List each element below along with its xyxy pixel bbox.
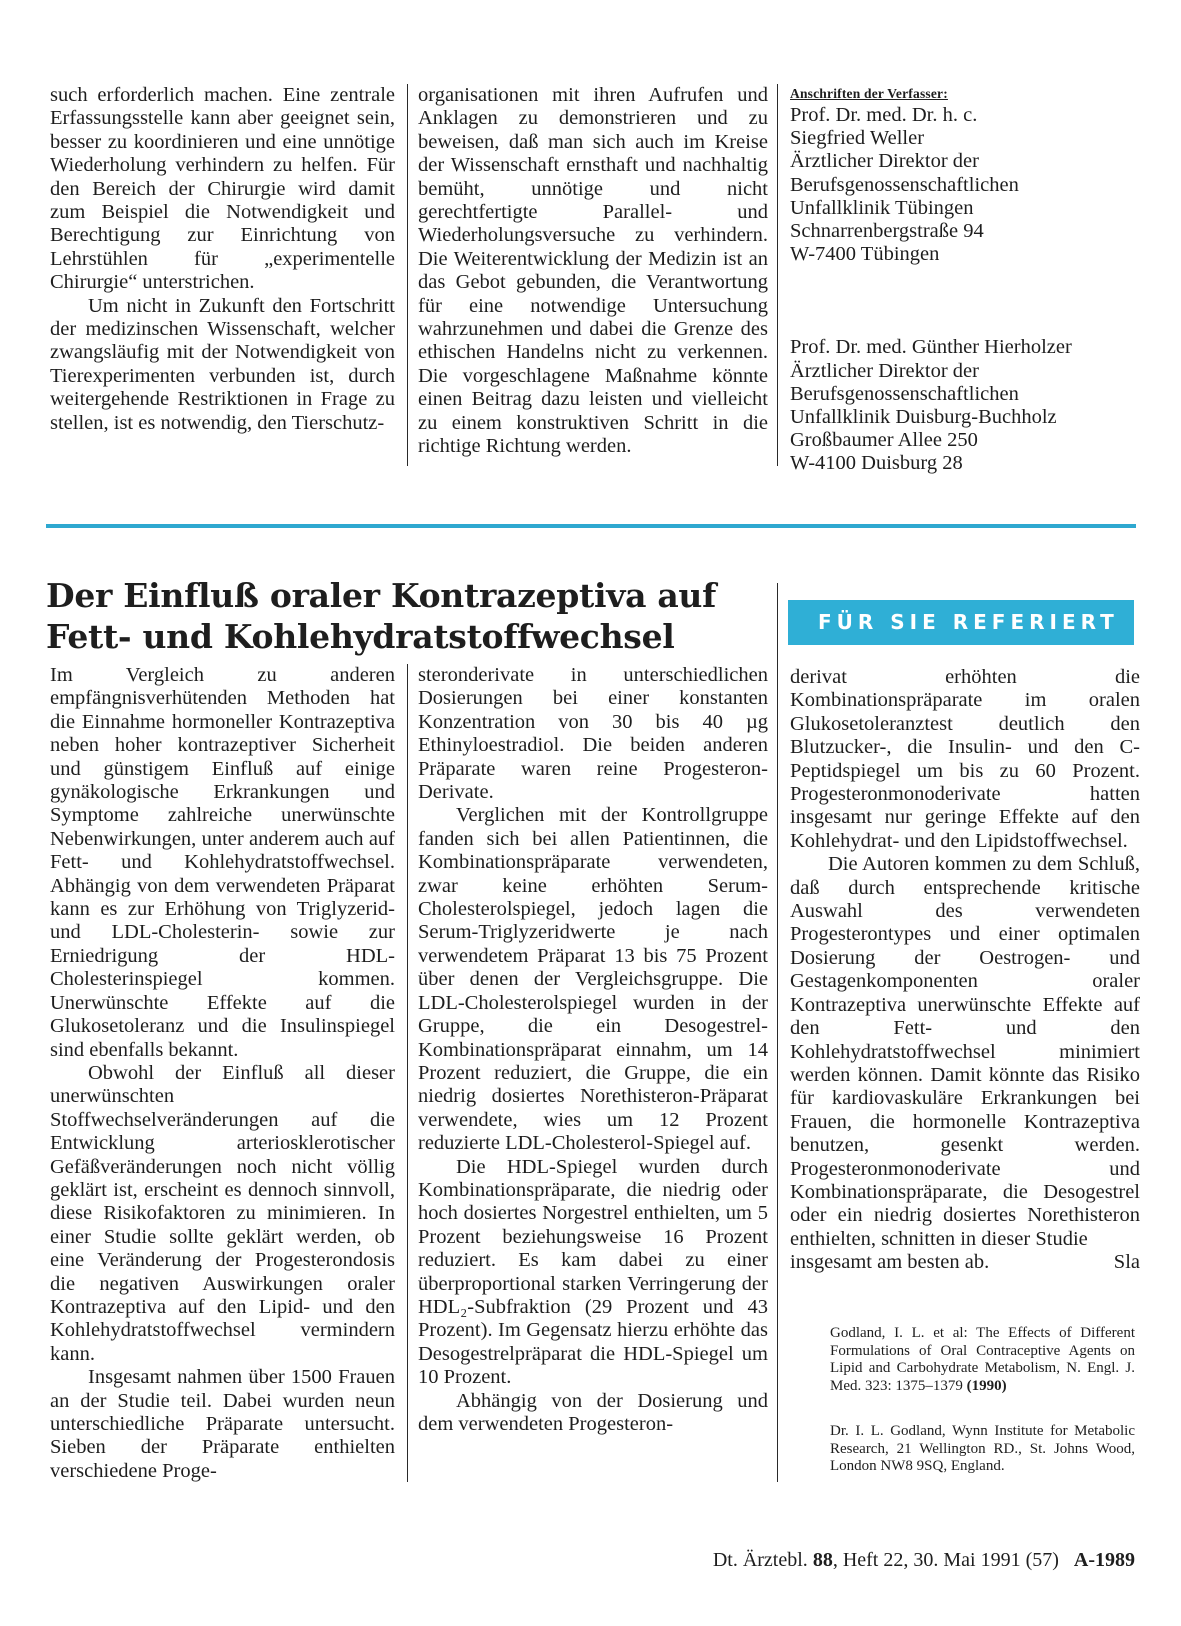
- paragraph: Im Vergleich zu anderen empfängnisverhütenden Methoden hat die Einnahme hormoneller Kontrazeptiva neben hoher kontrazeptiver Sicherheit und günstigem Einfluß auf einige gynäkologische Erkrankungen und Symptome zahlreiche unerwünschte Nebenwirkungen, unter anderem auch auf Fett- und Kohlehydratstoffwechsel. Abhängig von dem verwendeten Präparat kann es zur Erhöhung von Triglyzerid- und LDL-Cholesterin- sowie zur Erniedrigung der HDL-Cholesterinspiegel kommen. Unerwünschte Effekte auf die Glukosetoleranz und die Insulinspiegel sind ebenfalls bekannt.: [50, 664, 395, 1061]
- section-badge: FÜR SIE REFERIERT: [788, 600, 1134, 645]
- correspondence-address: Dr. I. L. Godland, Wynn Institute for Metabolic Research, 21 Wellington RD., St. Johns Wood, London NW8 9SQ, England.: [830, 1423, 1135, 1474]
- address-line: Schnarrenbergstraße 94: [790, 220, 984, 243]
- column-divider: [777, 688, 778, 1482]
- author-addresses: [790, 86, 1140, 476]
- address-line: Ärztlicher Direktor der: [790, 150, 979, 173]
- section-separator: [46, 524, 1136, 528]
- title-line: Der Einfluß oraler Kontrazeptiva auf: [46, 576, 717, 615]
- paragraph: Insgesamt nahmen über 1500 Frauen an der Studie teil. Dabei wurden neun unterschiedliche Präparate untersucht. Sieben der Präparate enthielten verschiedene Proge-: [50, 1366, 395, 1482]
- reference-text: Godland, I. L. et al: The Effects of Different Formulations of Oral Contraceptive Agents on Lipid and Carbohydrate Metabolism, N. Engl. J. Med. 323: 1375–1379: [830, 1325, 1135, 1394]
- journal-name: Dt. Ärztebl.: [712, 1549, 808, 1571]
- journal-volume: 88: [812, 1549, 833, 1571]
- paragraph: organisationen mit ihren Aufrufen und Anklagen zu demonstrieren und zu beweisen, daß man sich auch im Kreise der Wissenschaft ernsthaft und nachhaltig bemüht, unnötige und nicht gerechtfertigte Parallel- und Wiederholungsversuche zu verhindern. Die Weiterentwicklung der Medizin ist an das Gebot gebunden, die Verantwortung für eine notwendige Untersuchung wahrzunehmen und dabei die Grenze des ethischen Handelns nicht zu verkennen. Die vorgeschlagene Maßnahme könnte einen Beitrag dazu leisten und vielleicht zu einem konstruktiven Schritt in die richtige Richtung werden.: [418, 84, 768, 458]
- column-divider: [777, 84, 778, 466]
- paragraph: Obwohl der Einfluß all dieser unerwünschten Stoffwechselveränderungen auf die Entwicklung arteriosklerotischer Gefäßveränderungen noch nicht völlig geklärt ist, erscheint es dennoch sinnvoll, diese Risikofaktoren zu minimieren. In einer Studie sollte geklärt werden, ob eine Veränderung der Progesterondosis die negativen Auswirkungen oraler Kontrazeptiva auf den Lipid- und den Kohlehydratstoffwechsel vermindern kann.: [50, 1061, 395, 1365]
- article-column-3: [790, 666, 1140, 1275]
- addresses-heading: Anschriften der Verfasser:: [790, 86, 948, 101]
- paragraph: Um nicht in Zukunft den Fortschritt der medizinschen Wissenschaft, welcher zwangsläufig mit der Notwendigkeit von Tierexperimenten verbunden ist, durch weitergehende Restriktionen in Frage zu stellen, ist es notwendig, den Tierschutz-: [50, 294, 395, 434]
- article-column-2: [418, 664, 768, 1436]
- reference-year: (1990): [966, 1377, 1007, 1394]
- reference-citation: [830, 1325, 1135, 1395]
- address-line: Unfallklinik Duisburg-Buchholz: [790, 406, 1057, 429]
- paragraph: derivat erhöhten die Kombinationspräparate im oralen Glukosetoleranztest deutlich den Blutzucker-, die Insulin- und den C-Peptidspiegel um bis zu 60 Prozent. Progesteronmonoderivate hatten insgesamt nur geringe Effekte auf den Kohlehydrat- und den Lipidstoffwechsel.: [790, 666, 1140, 852]
- author-initials: Sla: [1113, 1251, 1140, 1274]
- title-line: Fett- und Kohlehydratstoffwechsel: [46, 617, 675, 656]
- address-line: Siegfried Weller: [790, 127, 925, 150]
- address-line: W-4100 Duisburg 28: [790, 452, 963, 475]
- paragraph: steronderivate in unterschiedlichen Dosierungen bei einer konstanten Konzentration von 30 bis 40 µg Ethinyloestradiol. Die beiden anderen Präparate waren reine Progesteron-Derivate.: [418, 664, 768, 804]
- article-column-1: [50, 664, 395, 1483]
- address-line: Großbaumer Allee 250: [790, 429, 978, 452]
- address-line: Prof. Dr. med. Günther Hierholzer: [790, 336, 1072, 359]
- paragraph: such erforderlich machen. Eine zentrale Erfassungsstelle kann aber geeignet sein, besser zu koordinieren und eine unnötige Wiederholung verhindern zu helfen. Für den Bereich der Chirurgie wird damit zum Beispiel die Notwendigkeit und Berechtigung zur Einrichtung von Lehrstühlen für „experimentelle Chirurgie“ unterstrichen.: [50, 84, 395, 294]
- address-line: W-7400 Tübingen: [790, 243, 940, 266]
- address-line: Ärztlicher Direktor der: [790, 359, 979, 382]
- address-weller: [790, 104, 1140, 266]
- column-divider: [407, 664, 408, 1482]
- page-footer: [713, 1549, 1135, 1572]
- paragraph: Die Autoren kommen zu dem Schluß, daß durch entsprechende kritische Auswahl des verwendeten Progesterontypes und einer optimalen Dosierung der Oestrogen- und Gestagenkomponenten oraler Kontrazeptiva unerwünschte Effekte auf den Fett- und den Kohlehydratstoffwechsel minimiert werden können. Damit könnte das Risiko für kardiovaskuläre Erkrankungen bei Frauen, die hormonelle Kontrazeptiva benutzen, gesenkt werden. Progesteronmonoderivate und Kombinationspräparate, die Desogestrel oder ein niedrig dosiertes Norethisteron enthielten, schnitten in dieser Studie: [790, 853, 1140, 1250]
- page-number: A-1989: [1073, 1549, 1135, 1571]
- address-line: Unfallklinik Tübingen: [790, 196, 974, 219]
- article-title: [46, 575, 746, 657]
- column-divider: [777, 583, 778, 688]
- address-line: Prof. Dr. med. Dr. h. c.: [790, 104, 978, 126]
- paragraph: Die HDL-Spiegel wurden durch Kombinationspräparate, die niedrig oder hoch dosiertes Norgestrel enthielten, um 5 Prozent beziehungsweise 16 Prozent reduziert. Es kam dabei zu einer überproportional starken Verringerung der HDL₂-Subfraktion (29 Prozent und 43 Prozent). Im Gegensatz hierzu erhöhte das Desogestrelpräparat die HDL-Spiegel um 10 Prozent.: [418, 1155, 768, 1389]
- paragraph: Verglichen mit der Kontrollgruppe fanden sich bei allen Patientinnen, die Kombinationspräparate verwendeten, zwar keine erhöhten Serum-Cholesterolspiegel, jedoch lagen die Serum-Triglyzeridwerte je nach verwendetem Präparat 13 bis 75 Prozent über denen der Vergleichsgruppe. Die LDL-Cholesterolspiegel wurden in der Gruppe, die ein Desogestrel-Kombinationspräparat einnahm, um 14 Prozent reduziert, die Gruppe, die ein niedrig dosiertes Norethisteron-Präparat verwendete, wies um 12 Prozent reduzierte LDL-Cholesterol-Spiegel auf.: [418, 804, 768, 1155]
- paragraph: Abhängig von der Dosierung und dem verwendeten Progesteron-: [418, 1389, 768, 1435]
- signoff-line: [790, 1251, 1140, 1274]
- top-column-2: [418, 84, 768, 459]
- last-line: insgesamt am besten ab.: [790, 1251, 990, 1274]
- issue-date: , Heft 22, 30. Mai 1991 (57): [832, 1549, 1059, 1571]
- address-line: Berufsgenossenschaftlichen: [790, 173, 1019, 196]
- column-divider: [407, 84, 408, 466]
- top-column-1: [50, 84, 395, 435]
- address-line: Berufsgenossenschaftlichen: [790, 382, 1019, 405]
- address-hierholzer: [790, 336, 1140, 475]
